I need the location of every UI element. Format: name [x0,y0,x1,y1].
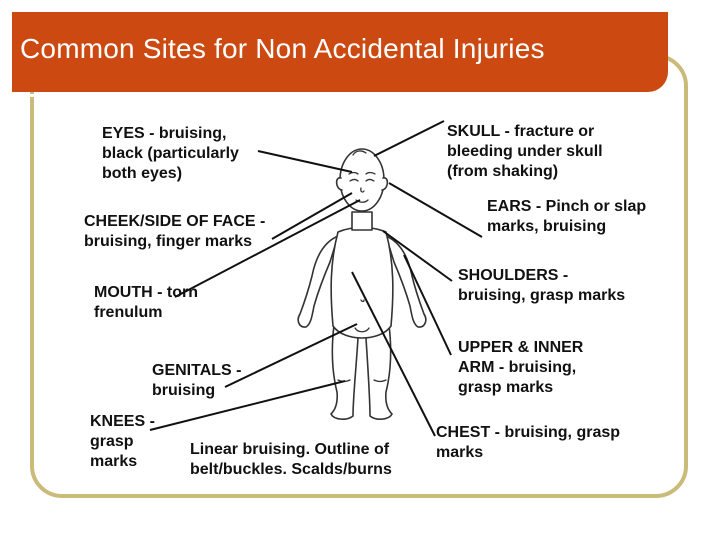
pointer-eyes [258,151,352,172]
right-leg [366,325,392,419]
pointer-skull [374,121,444,156]
label-knees: KNEES - grasp marks [90,413,155,470]
label-eyes: EYES - bruising, black (particularly both eyes) [102,125,239,182]
label-mouth: MOUTH - torn frenulum [94,284,198,321]
neck [352,212,372,230]
label-skull: SKULL - fracture or bleeding under skull (from shaking) [447,123,603,180]
label-genitals: GENITALS - bruising [152,362,242,399]
label-upper-arm: UPPER & INNER ARM - bruising, grasp marks [458,339,584,396]
label-shoulders: SHOULDERS - bruising, grasp marks [458,267,626,304]
label-linear-bruising: Linear bruising. Outline of belt/buckles. Scalds/burns [190,441,392,478]
label-cheek: CHEEK/SIDE OF FACE - bruising, finger marks [84,213,266,250]
label-ears: EARS - Pinch or slap marks, bruising [487,198,647,235]
label-chest: CHEST - bruising, grasp marks [436,424,621,461]
left-leg [331,325,358,419]
pointer-ears [389,183,482,237]
slide-title: Common Sites for Non Accidental Injuries [20,33,545,64]
torso [331,228,393,339]
